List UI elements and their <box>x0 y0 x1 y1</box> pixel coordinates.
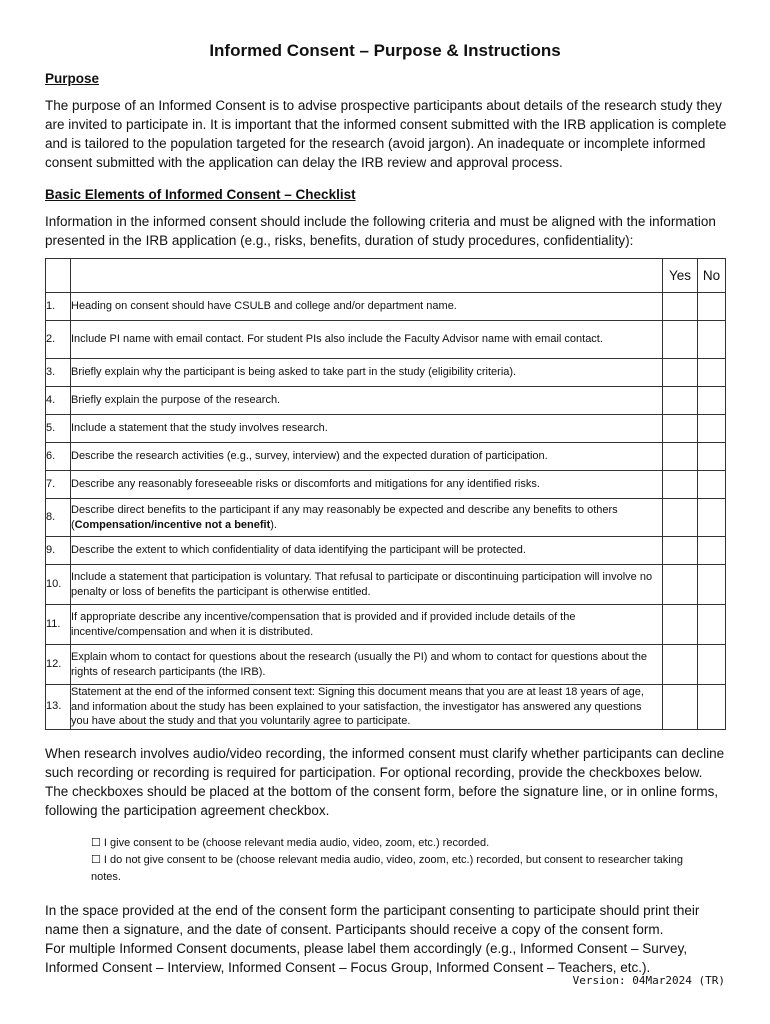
row-criteria <box>71 471 663 499</box>
checklist-row <box>46 387 726 415</box>
row-criteria <box>71 293 663 321</box>
checklist-row <box>46 645 726 685</box>
row-number: 13. <box>46 685 71 730</box>
row-number: 6. <box>46 443 71 471</box>
checklist-row <box>46 471 726 499</box>
yes-cell[interactable] <box>663 605 698 645</box>
checklist-row <box>46 293 726 321</box>
yes-cell[interactable] <box>663 443 698 471</box>
row-criteria <box>71 359 663 387</box>
row-criteria <box>71 537 663 565</box>
row-criteria <box>71 565 663 605</box>
no-cell[interactable] <box>698 499 726 537</box>
checklist-row <box>46 443 726 471</box>
criteria-text: Describe any reasonably foreseeable risks or discomforts and mitigations for any identified risks. <box>71 478 540 491</box>
checklist-row <box>46 415 726 443</box>
closing-line-2: For multiple Informed Consent documents, please label them accordingly (e.g., Informed Consent – Survey, Informed Consent – Interview, Informed Consent – Focus Group, Informed Consent – Teachers, etc.). <box>45 941 688 975</box>
checklist-heading: Basic Elements of Informed Consent – Checklist <box>45 187 356 202</box>
yes-cell[interactable] <box>663 293 698 321</box>
purpose-heading: Purpose <box>45 71 100 86</box>
yes-cell[interactable] <box>663 537 698 565</box>
criteria-text: Describe the research activities (e.g., survey, interview) and the expected duration of participation. <box>71 450 548 463</box>
header-yes: Yes <box>663 259 698 293</box>
yes-cell[interactable] <box>663 471 698 499</box>
criteria-bold-note: Compensation/incentive not a benefit <box>74 518 271 531</box>
no-cell[interactable] <box>698 293 726 321</box>
no-cell[interactable] <box>698 565 726 605</box>
criteria-text: Describe direct benefits to the participant if any may reasonably be expected and describe any benefits to others ( <box>71 504 618 531</box>
row-number: 12. <box>46 645 71 685</box>
no-cell[interactable] <box>698 537 726 565</box>
yes-cell[interactable] <box>663 645 698 685</box>
checklist-table <box>45 258 726 730</box>
criteria-text: Briefly explain why the participant is being asked to take part in the study (eligibility criteria). <box>71 366 517 379</box>
no-cell[interactable] <box>698 471 726 499</box>
yes-cell[interactable] <box>663 359 698 387</box>
header-criteria-cell <box>71 259 663 293</box>
checklist-intro: Information in the informed consent should include the following criteria and must be aligned with the information presented in the IRB application (e.g., risks, benefits, duration of study procedures, confidentiality): <box>45 214 716 248</box>
no-cell[interactable] <box>698 321 726 359</box>
row-number: 8. <box>46 499 71 537</box>
purpose-paragraph: The purpose of an Informed Consent is to advise prospective participants about details of the research study they are invited to participate in. It is important that the informed consent submitted with the IRB application is complete and is tailored to the population targeted for the research (avoid jargon). An inadequate or incomplete informed consent submitted with the application can delay the IRB review and approval process. <box>45 98 727 170</box>
version-label: Version: 04Mar2024 (TR) <box>572 974 725 987</box>
row-criteria <box>71 499 663 537</box>
no-consent-recording-option: ☐ I do not give consent to be (choose relevant media audio, video, zoom, etc.) recorded, but consent to researcher taking notes. <box>91 854 683 883</box>
row-criteria <box>71 443 663 471</box>
checklist-row <box>46 359 726 387</box>
criteria-text: If appropriate describe any incentive/compensation that is provided and if provided include details of the incentive/compensation and when it is distributed. <box>71 611 576 638</box>
criteria-text: Heading on consent should have CSULB and college and/or department name. <box>71 300 457 313</box>
row-number: 1. <box>46 293 71 321</box>
row-number: 5. <box>46 415 71 443</box>
criteria-text: Explain whom to contact for questions about the research (usually the PI) and whom to contact for questions about the rights of research participants (the IRB). <box>71 651 647 678</box>
criteria-text: Statement at the end of the informed consent text: Signing this document means that you are at least 18 years of age, and information about the study has been explained to your satisfaction, the investigator has answered any questions you have about the study and that you voluntarily agree to participate. <box>71 686 644 727</box>
no-cell[interactable] <box>698 685 726 730</box>
row-criteria <box>71 321 663 359</box>
consent-recording-option: ☐ I give consent to be (choose relevant media audio, video, zoom, etc.) recorded. <box>91 837 490 849</box>
criteria-text: Describe the extent to which confidentiality of data identifying the participant will be protected. <box>71 544 526 557</box>
recording-paragraph: When research involves audio/video recording, the informed consent must clarify whether participants can decline such recording or recording is required for participation. For optional recording, provide the checkboxes below. The checkboxes should be placed at the bottom of the consent form, before the signature line, or in online forms, following the participation agreement checkbox. <box>45 746 725 818</box>
yes-cell[interactable] <box>663 387 698 415</box>
criteria-text: Include PI name with email contact. For student PIs also include the Faculty Advisor name with email contact. <box>71 333 603 346</box>
row-number: 3. <box>46 359 71 387</box>
checklist-row <box>46 499 726 537</box>
row-criteria <box>71 387 663 415</box>
yes-cell[interactable] <box>663 565 698 605</box>
checklist-row <box>46 565 726 605</box>
closing-paragraph <box>45 901 729 977</box>
no-cell[interactable] <box>698 415 726 443</box>
no-cell[interactable] <box>698 645 726 685</box>
row-number: 9. <box>46 537 71 565</box>
yes-cell[interactable] <box>663 321 698 359</box>
criteria-text: Include a statement that participation is voluntary. That refusal to participate or discontinuing participation will involve no penalty or loss of benefits the participant is otherwise entitled. <box>71 571 653 598</box>
checklist-header-row <box>46 259 726 293</box>
checklist-row <box>46 537 726 565</box>
yes-cell[interactable] <box>663 499 698 537</box>
checklist-row <box>46 605 726 645</box>
criteria-text: Briefly explain the purpose of the research. <box>71 394 281 407</box>
no-cell[interactable] <box>698 359 726 387</box>
page-title: Informed Consent – Purpose & Instructions <box>209 41 561 60</box>
row-criteria <box>71 415 663 443</box>
recording-checkbox-options <box>91 835 691 886</box>
row-criteria <box>71 645 663 685</box>
row-number: 7. <box>46 471 71 499</box>
no-cell[interactable] <box>698 443 726 471</box>
checklist-row <box>46 685 726 730</box>
criteria-text-end: ). <box>270 518 277 531</box>
closing-line-1: In the space provided at the end of the consent form the participant consenting to participate should print their name then a signature, and the date of consent. Participants should receive a copy of the consent form. <box>45 903 700 937</box>
no-cell[interactable] <box>698 605 726 645</box>
checklist-row <box>46 321 726 359</box>
criteria-text: Include a statement that the study involves research. <box>71 422 328 435</box>
row-number: 11. <box>46 605 71 645</box>
row-criteria <box>71 605 663 645</box>
yes-cell[interactable] <box>663 415 698 443</box>
row-number: 10. <box>46 565 71 605</box>
header-number-cell <box>46 259 71 293</box>
header-no: No <box>698 259 726 293</box>
row-number: 4. <box>46 387 71 415</box>
yes-cell[interactable] <box>663 685 698 730</box>
row-number: 2. <box>46 321 71 359</box>
row-criteria <box>71 685 663 730</box>
no-cell[interactable] <box>698 387 726 415</box>
